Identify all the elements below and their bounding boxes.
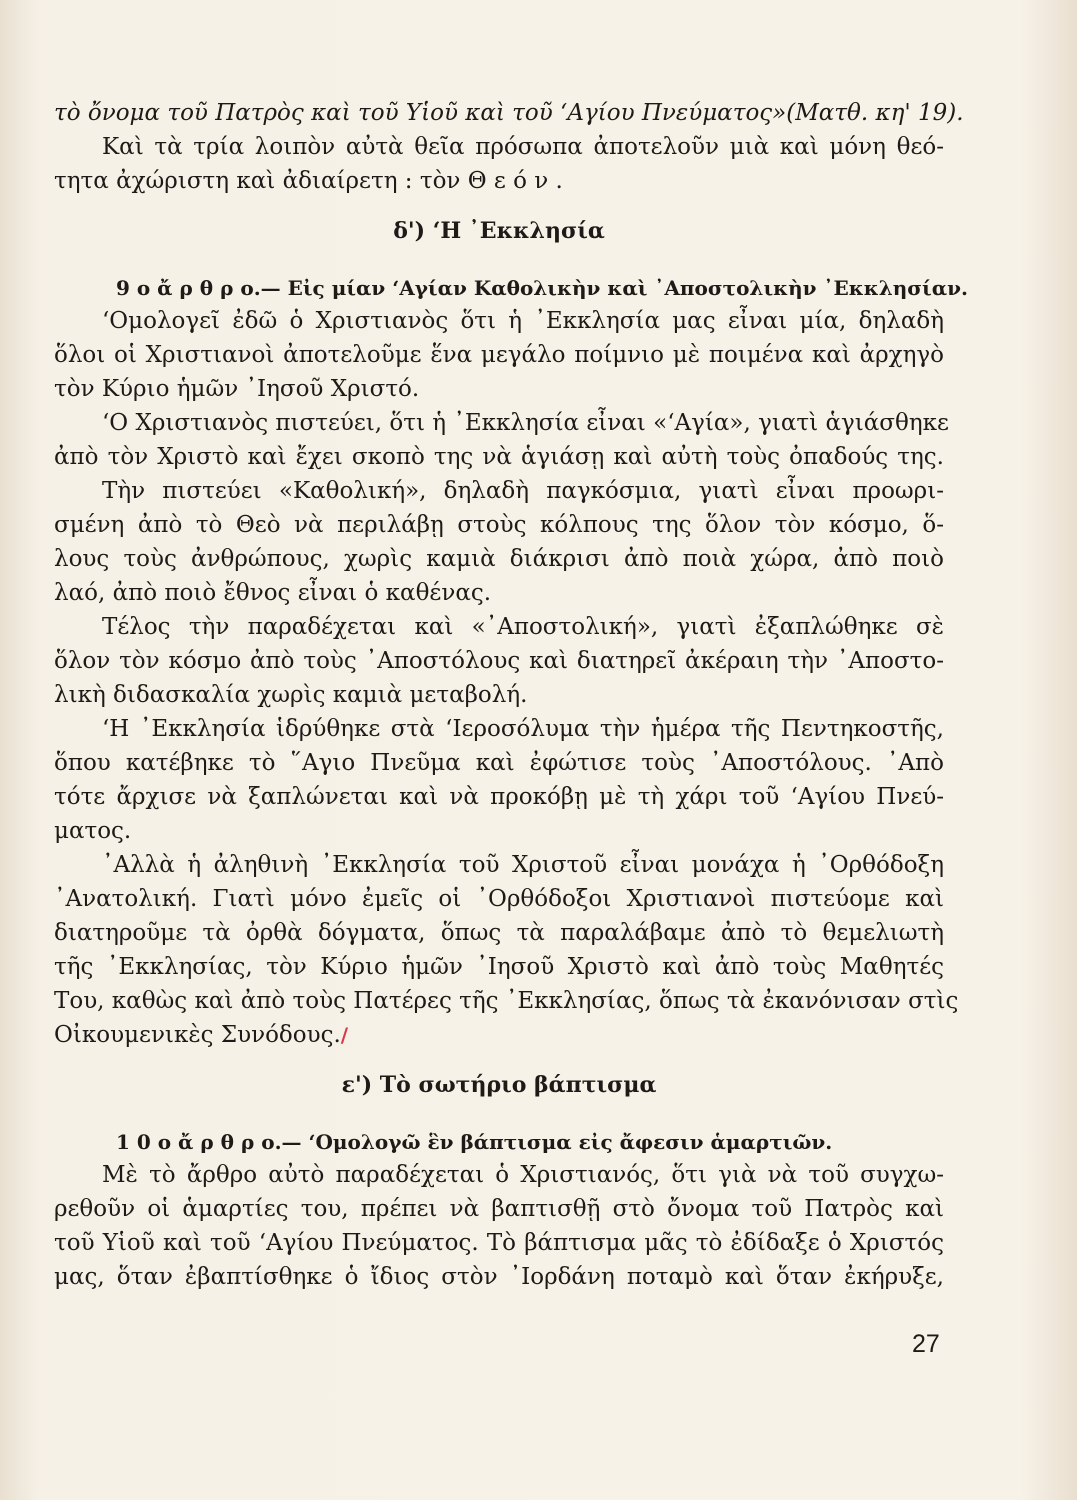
article-10-heading: 1 0 ο ἄ ρ θ ρ ο.— ‘Ομολογῶ ἓν βάπτισμα εἰς ἄφεσιν ἁμαρτιῶν. — [116, 1130, 833, 1154]
text-line: λαό, ἀπὸ ποιὸ ἔθνος εἶναι ὁ καθένας. — [54, 580, 492, 606]
text-line: ὅπου κατέβηκε τὸ ῞Αγιο Πνεῦμα καὶ ἐφώτισε τοὺς ᾿Αποστόλους. ᾿Απὸ — [54, 750, 944, 776]
text-line: τῆς ᾿Εκκλησίας, τὸν Κύριο ἡμῶν ᾿Ιησοῦ Χριστὸ καὶ ἀπὸ τοὺς Μαθητές — [54, 954, 944, 980]
text-line: Καὶ τὰ τρία λοιπὸν αὐτὰ θεῖα πρόσωπα ἀποτελοῦν μιὰ καὶ μόνη θεό- — [102, 134, 944, 160]
text-line: ‘Η ᾿Εκκλησία ἱδρύθηκε στὰ ‘Ιεροσόλυμα τὴν ἡμέρα τῆς Πεντηκοστῆς, — [102, 716, 944, 742]
text-line: ᾿Αλλὰ ἡ ἀληθινὴ ᾿Εκκλησία τοῦ Χριστοῦ εἶναι μονάχα ἡ ᾿Ορθόδοξη — [102, 852, 944, 878]
article-9-heading: 9 ο ἄ ρ θ ρ ο.— Εἰς μίαν ‘Αγίαν Καθολικὴν καὶ ᾿Αποστολικὴν ᾿Εκκλησίαν. — [116, 276, 968, 300]
text-line: ματος. — [54, 818, 132, 844]
text-line: λικὴ διδασκαλία χωρὶς καμιὰ μεταβολή. — [54, 682, 528, 708]
text-line: Του, καθὼς καὶ ἀπὸ τοὺς Πατέρες τῆς ᾿Εκκλησίας, ὅπως τὰ ἐκανόνισαν στὶς — [54, 988, 959, 1014]
text-line: λους τοὺς ἀνθρώπους, χωρὶς καμιὰ διάκρισι ἀπὸ ποιὰ χώρα, ἀπὸ ποιὸ — [54, 546, 944, 572]
text-line: διατηροῦμε τὰ ὀρθὰ δόγματα, ὅπως τὰ παραλάβαμε ἀπὸ τὸ θεμελιωτὴ — [54, 920, 944, 946]
text-line: σμένη ἀπὸ τὸ Θεὸ νὰ περιλάβῃ στοὺς κόλπους της ὅλον τὸν κόσμο, ὅ- — [54, 512, 944, 538]
section-heading-church: δ') ‘Η ᾿Εκκλησία — [393, 218, 605, 244]
text-line: μας, ὅταν ἐβαπτίσθηκε ὁ ἴδιος στὸν ᾿Ιορδάνη ποταμὸ καὶ ὅταν ἐκήρυξε, — [54, 1264, 944, 1290]
text-line — [54, 1018, 944, 1052]
text-line: τὸ ὄνομα τοῦ Πατρὸς καὶ τοῦ Υἱοῦ καὶ τοῦ ‘Αγίου Πνεύματος»(Ματθ. κη' 19). — [54, 100, 964, 126]
text-line: τὸν Κύριο ἡμῶν ᾿Ιησοῦ Χριστό. — [54, 376, 420, 402]
text-line: Τὴν πιστεύει «Καθολική», δηλαδὴ παγκόσμια, γιατὶ εἶναι προωρι- — [102, 478, 944, 504]
text-line: ρεθοῦν οἱ ἁμαρτίες του, πρέπει νὰ βαπτισθῇ στὸ ὄνομα τοῦ Πατρὸς καὶ — [54, 1196, 944, 1222]
text-line — [54, 164, 944, 198]
text-line: ὅλον τὸν κόσμο ἀπὸ τοὺς ᾿Αποστόλους καὶ διατηρεῖ ἀκέραιη τὴν ᾿Αποστο- — [54, 648, 944, 674]
page-text — [54, 96, 968, 1294]
red-pencil-mark: / — [340, 1023, 349, 1047]
text-line: ὅλοι οἱ Χριστιανοὶ ἀποτελοῦμε ἕνα μεγάλο ποίμνιο μὲ ποιμένα καὶ ἀρχηγὸ — [54, 342, 944, 368]
text-line: τοῦ Υἱοῦ καὶ τοῦ ‘Αγίου Πνεύματος. Τὸ βάπτισμα μᾶς τὸ ἐδίδαξε ὁ Χριστός — [54, 1230, 944, 1256]
text-line-content: Οἰκουμενικὲς Συνόδους. — [54, 1022, 341, 1048]
page-number: 27 — [912, 1330, 940, 1358]
text-line: ᾿Ανατολική. Γιατὶ μόνο ἐμεῖς οἱ ᾿Ορθόδοξοι Χριστιανοὶ πιστεύομε καὶ — [54, 886, 944, 912]
text-line: ‘Ο Χριστιανὸς πιστεύει, ὅτι ἡ ᾿Εκκλησία εἶναι «‘Αγία», γιατὶ ἁγιάσθηκε — [102, 410, 949, 436]
text-line: ‘Ομολογεῖ ἐδῶ ὁ Χριστιανὸς ὅτι ἡ ᾿Εκκλησία μας εἶναι μία, δηλαδὴ — [102, 308, 944, 334]
section-heading-baptism: ε') Τὸ σωτήριο βάπτισμα — [341, 1072, 657, 1098]
text-line: Μὲ τὸ ἄρθρο αὐτὸ παραδέχεται ὁ Χριστιανός, ὅτι γιὰ νὰ τοῦ συγχω- — [102, 1162, 944, 1188]
text-line-content: τητα ἀχώριστη καὶ ἀδιαίρετη : τὸν Θ ε ό ν . — [54, 168, 563, 194]
text-line: ἀπὸ τὸν Χριστὸ καὶ ἔχει σκοπὸ της νὰ ἁγιάσῃ καὶ αὐτὴ τοὺς ὀπαδούς της. — [54, 444, 944, 470]
text-line: Τέλος τὴν παραδέχεται καὶ «᾿Αποστολική», γιατὶ ἐξαπλώθηκε σὲ — [102, 614, 944, 640]
text-line: τότε ἄρχισε νὰ ξαπλώνεται καὶ νὰ προκόβῃ μὲ τὴ χάρι τοῦ ‘Αγίου Πνεύ- — [54, 784, 944, 810]
